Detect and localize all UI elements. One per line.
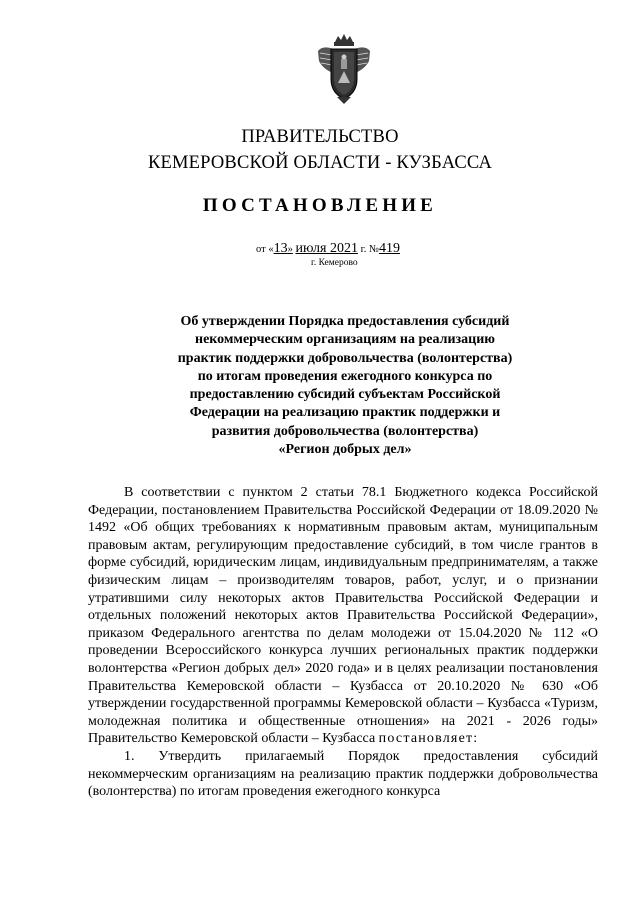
decree-word: постановляет:	[378, 731, 479, 747]
paragraph-text: 1. Утвердить прилагаемый Порядок предоставления субсидий некоммерческим организациям на реализацию практик поддержки добровольчества (волонтерства) по итогам проведения ежегодного конкурса	[88, 748, 598, 800]
government-name-line2: КЕМЕРОВСКОЙ ОБЛАСТИ - КУЗБАССА	[147, 153, 493, 173]
city-name: г. Кемерово	[311, 258, 358, 268]
date-month-year: июля 2021	[295, 241, 358, 256]
title-line: некоммерческим организациям на реализацию	[195, 332, 495, 348]
date-year-suffix: г.	[360, 244, 367, 255]
date-line	[256, 241, 400, 257]
document-body	[88, 484, 598, 801]
document-type-heading: ПОСТАНОВЛЕНИЕ	[202, 195, 438, 216]
body-paragraph-1	[88, 484, 598, 748]
title-line: «Регион добрых дел»	[278, 442, 412, 458]
date-day: 13	[273, 241, 288, 256]
title-line: по итогам проведения ежегодного конкурса по	[197, 368, 493, 384]
paragraph-text: В соответствии с пунктом 2 статьи 78.1 Бюджетного кодекса Российской Федерации, постановлением Правительства Российской Федерации от 18.09.2020 № 1492 «Об общих требованиях к нормативным правовым актам, муниципальным правовым актам, регулирующим предоставление субсидий, в том числе грантов в форме субсидий, юридическим лицам, индивидуальным предпринимателям, а также физическим лицам – производителям товаров, работ, услуг, и о признании утратившими силу некоторых актов Правительства Российской Федерации и отдельных положений некоторых актов Правительства Российской Федерации», приказом Федерального агентства по делам молодежи от 15.04.2020 № 112 «О проведении Всероссийского конкурса лучших региональных практик поддержки волонтерства «Регион добрых дел» 2020 года» и в целях реализации постановления Правительства Кемеровской области – Кузбасса от 20.10.2020 № 630 «Об утверждении государственной программы Кемеровской области – Кузбасса «Туризм, молодежная политика и общественные отношения» на 2021 - 2026 годы» Правительство Кемеровской области – Кузбасса	[88, 485, 598, 747]
title-line: Об утверждении Порядка предоставления субсидий	[180, 314, 510, 329]
date-prefix: от «	[256, 244, 274, 255]
body-paragraph-2	[88, 748, 598, 801]
title-line: предоставлению субсидий субъектам Российской	[189, 387, 501, 403]
title-line: практик поддержки добровольчества (волонтерства)	[177, 350, 513, 366]
title-line: Федерации на реализацию практик поддержки и	[189, 405, 501, 421]
date-quote-close: »	[287, 244, 293, 255]
document-number: 419	[379, 241, 401, 256]
government-name-line1: ПРАВИТЕЛЬСТВО	[241, 127, 399, 147]
title-line: развития добровольчества (волонтерства)	[211, 423, 479, 439]
coat-of-arms-emblem	[315, 33, 373, 105]
number-label: №	[368, 244, 380, 255]
document-title	[150, 313, 540, 459]
